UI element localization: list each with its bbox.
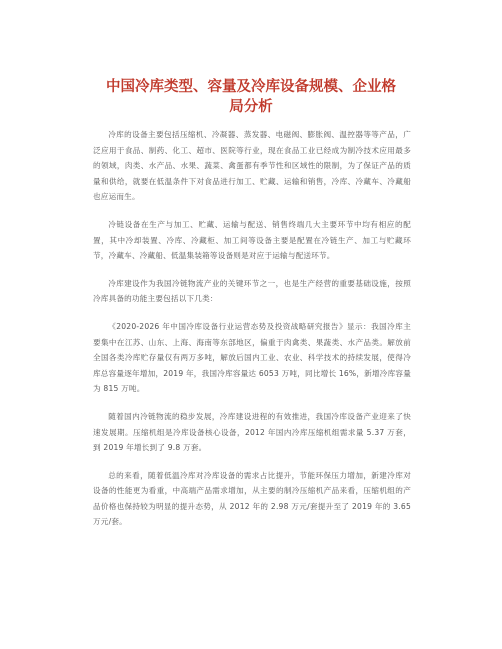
title-line-2: 局分析 xyxy=(229,99,273,115)
paragraph-capacity-report: 《2020-2026 年中国冷库设备行业运营态势及投资战略研究报告》显示：我国冷库主要集中在江苏、山东、上海、海南等东部地区，偏重于肉禽类、果蔬类、水产品类。解放前全国各类冷库贮存量仅有两万多吨，解放后国内工业、农业、科学技术的持续发展，使得冷库总容量逐年增加，2019 年，我国冷库容量达 6053 万吨，同比增长 16%，新增冷库容量为 815 万吨。 xyxy=(93,321,411,394)
document-body xyxy=(93,127,411,542)
title-line-1: 中国冷库类型、容量及冷库设备规模、企业格 xyxy=(106,79,396,95)
paragraph-price-trend: 总的来看，随着低温冷库对冷库设备的需求占比提升，节能环保压力增加，新建冷库对设备的性能更为看重，中高端产品需求增加，从主要的制冷压缩机产品来看，压缩机组的产品价格也保持较为明显的提升态势，从 2012 年的 2.98 万元/套提升至了 2019 年的 3.65 万元/套。 xyxy=(93,470,411,527)
paragraph-compressor-demand: 随着国内冷链物流的稳步发展，冷库建设进程的有效推进，我国冷库设备产业迎来了快速发展期。压缩机组是冷库设备核心设备，2012 年国内冷库压缩机组需求量 5.37 万套，到 2019 年增长到了 9.8 万套。 xyxy=(93,411,411,453)
paragraph-equipment-overview: 冷库的设备主要包括压缩机、冷凝器、蒸发器、电磁阀、膨胀阀、温控器等等产品，广泛应用于食品、制药、化工、超市、医院等行业，现在食品工业已经成为制冷技术应用最多的领域，肉类、水产品、水果、蔬菜、禽蛋都有季节性和区域性的限制，为了保证产品的质量和供给，就要在低温条件下对食品进行加工、贮藏、运输和销售，冷库、冷藏车、冷藏船也应运而生。 xyxy=(93,130,411,202)
paragraph-cold-storage-types: 冷库建设作为我国冷链物流产业的关键环节之一，也是生产经营的重要基础设施，按照冷库具备的功能主要包括以下几类： xyxy=(93,278,411,304)
document-title xyxy=(60,77,442,117)
paragraph-cold-chain-equipment: 冷链设备在生产与加工、贮藏、运输与配送、销售终端几大主要环节中均有相应的配置，其中冷却装置、冷库、冷藏柜、加工间等设备主要是配置在冷链生产、加工与贮藏环节，冷藏车、冷藏船、低温集装箱等设备则是对应于运输与配送环节。 xyxy=(93,219,411,261)
